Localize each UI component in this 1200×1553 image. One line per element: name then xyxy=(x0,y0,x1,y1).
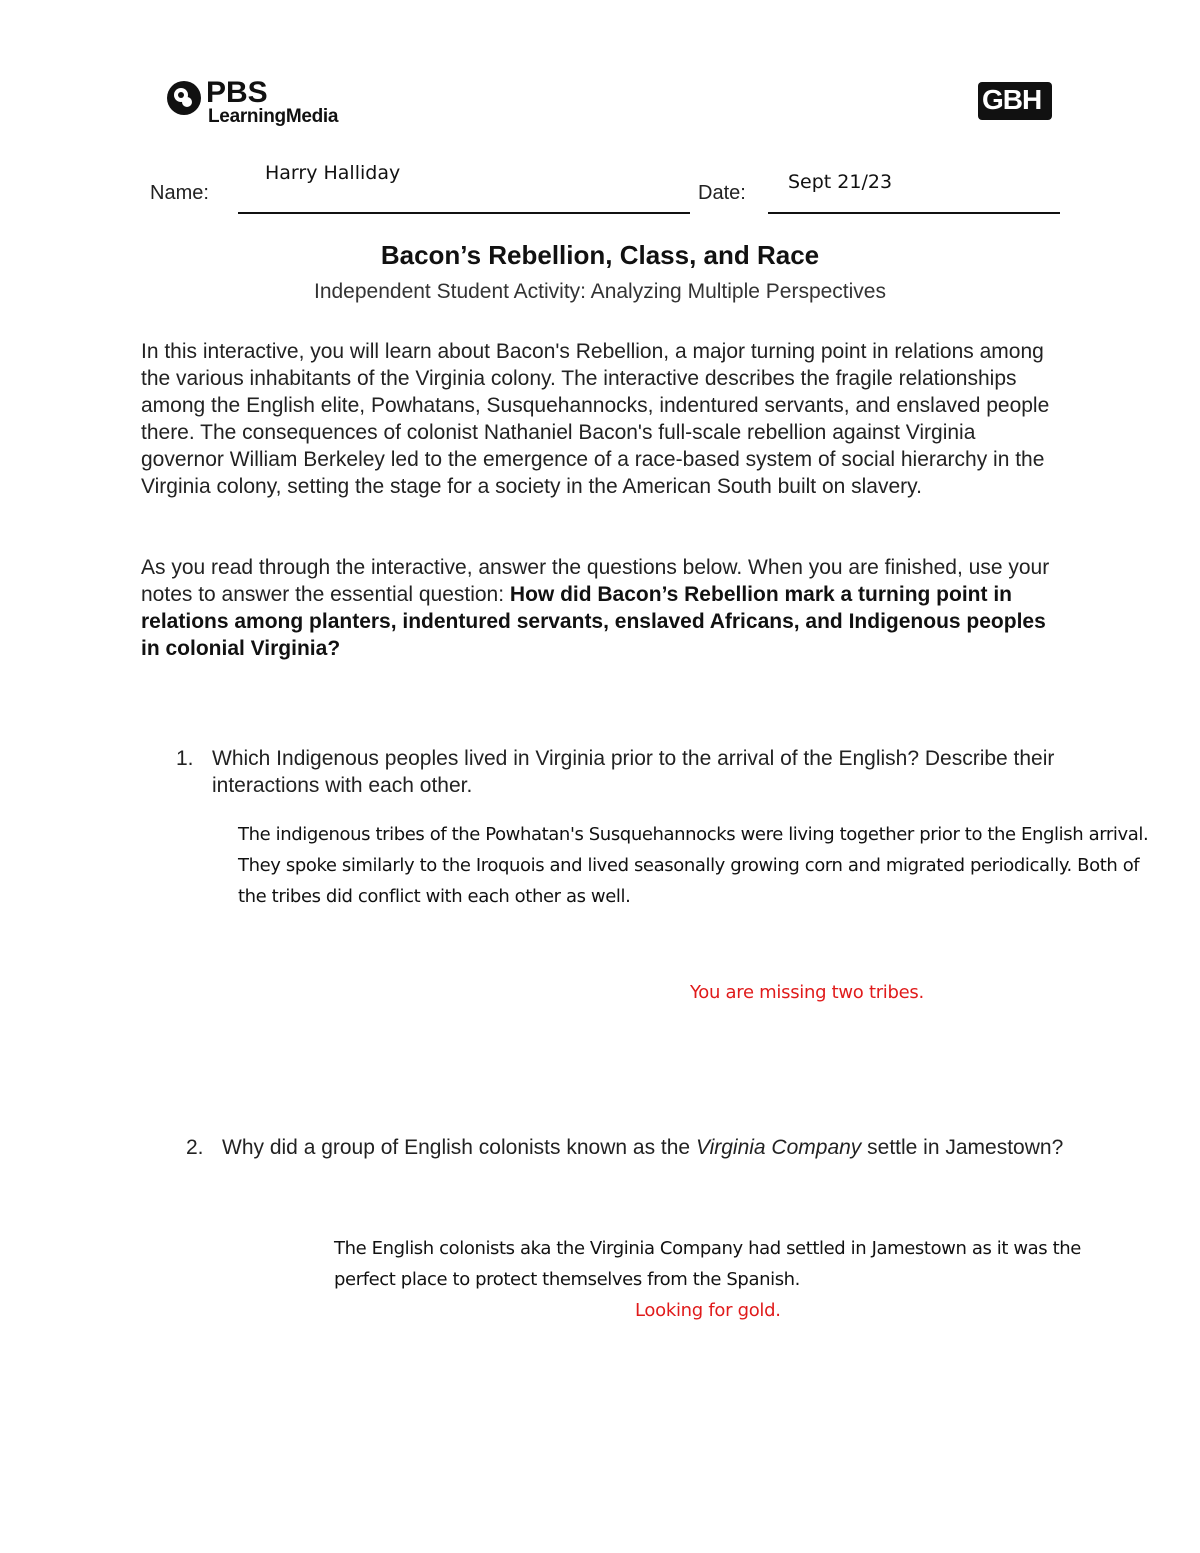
question-text-part: settle in Jamestown? xyxy=(861,1136,1064,1159)
intro-paragraph: In this interactive, you will learn about Bacon's Rebellion, a major turning point in relations among the various inhabitants of the Virginia colony. The interactive describes the fragile relationships among the English elite, Powhatans, Susquehannocks, indentured servants, and enslaved people there. The consequences of colonist Nathaniel Bacon's full-scale rebellion against Virginia governor William Berkeley led to the emergence of a race-based system of social hierarchy in the Virginia colony, setting the stage for a society in the American South built on slavery. xyxy=(141,340,1050,498)
essential-question: How did Bacon’s Rebellion mark a turning point in relations among planters, indentured servants, enslaved Africans, and Indigenous peoples in colonial Virginia? xyxy=(141,583,1046,660)
pbs-logo-text: PBS xyxy=(206,76,268,109)
answer-1[interactable]: The indigenous tribes of the Powhatan's Susquehannocks were living together prior to the English arrival. They spoke similarly to the Iroquois and lived seasonally growing corn and migrated periodically. Both of the tribes did conflict with each other as well. xyxy=(238,824,1149,907)
virginia-company-term: Virginia Company xyxy=(695,1136,862,1159)
gbh-logo-text: GBH xyxy=(982,84,1042,115)
page-subtitle: Independent Student Activity: Analyzing Multiple Perspectives xyxy=(313,280,886,303)
name-field[interactable]: Harry Halliday xyxy=(265,162,401,184)
name-underline xyxy=(238,212,690,214)
question-number: 1. xyxy=(176,747,194,770)
feedback-2: Looking for gold. xyxy=(635,1300,781,1321)
question-text-part: Why did a group of English colonists known as the xyxy=(222,1136,696,1159)
pbs-learningmedia-logo xyxy=(166,78,346,130)
feedback-1: You are missing two tribes. xyxy=(690,982,924,1003)
learningmedia-logo-text: LearningMedia xyxy=(208,106,339,127)
pbs-head-icon xyxy=(166,80,202,116)
instructions-paragraph xyxy=(141,554,1061,662)
question-number: 2. xyxy=(186,1136,204,1159)
name-label: Name: xyxy=(150,182,209,204)
question-text xyxy=(222,1134,1066,1161)
date-label: Date: xyxy=(698,182,746,204)
instructions-lead: As you read through the interactive, answer the questions below. When you are finished, use your notes to answer the essential question: xyxy=(141,556,1050,606)
page-title: Bacon’s Rebellion, Class, and Race xyxy=(380,240,820,270)
date-underline xyxy=(768,212,1060,214)
answer-2[interactable]: The English colonists aka the Virginia Company had settled in Jamestown as it was the perfect place to protect themselves from the Spanish. xyxy=(334,1238,1081,1290)
question-text: Which Indigenous peoples lived in Virginia prior to the arrival of the English? Describe their interactions with each other. xyxy=(212,747,1055,797)
date-field[interactable]: Sept 21/23 xyxy=(788,171,893,193)
question-2 xyxy=(186,1134,1066,1161)
gbh-logo xyxy=(978,82,1052,120)
question-1 xyxy=(176,745,1056,799)
